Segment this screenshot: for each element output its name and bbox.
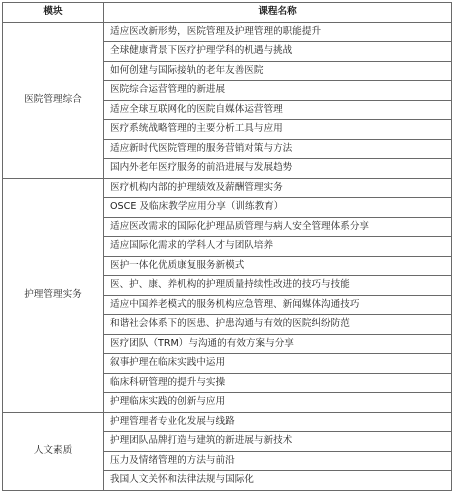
header-course-name: 课程名称 — [104, 3, 452, 23]
header-module: 模块 — [3, 3, 104, 23]
course-name-cell: 和谐社会体系下的医患、护患沟通与有效的医院纠纷防范 — [104, 315, 452, 335]
course-name-cell: 如何创建与国际接轨的老年友善医院 — [104, 61, 452, 81]
course-name-cell: 适应中国养老模式的服务机构应急管理、新闻媒体沟通技巧 — [104, 295, 452, 315]
course-name-cell: 适应医改新形势，医院管理及护理管理的职能提升 — [104, 22, 452, 42]
table-row — [3, 412, 452, 432]
course-name-cell: 医疗团队（TRM）与沟通的有效方案与分享 — [104, 334, 452, 354]
course-name-cell: 医疗机构内部的护理绩效及薪酬管理实务 — [104, 178, 452, 198]
course-name-cell: 适应新时代医院管理的服务营销对策与方法 — [104, 139, 452, 159]
course-table — [2, 2, 452, 491]
course-name-cell: 护理临床实践的创新与应用 — [104, 393, 452, 413]
course-name-cell: 全球健康背景下医疗护理学科的机遇与挑战 — [104, 42, 452, 62]
course-name-cell: OSCE 及临床教学应用分享（训练教育） — [104, 198, 452, 218]
course-name-cell: 护理团队品牌打造与建筑的新进展与新技术 — [104, 432, 452, 452]
course-name-cell: 医护一体化优质康复服务新模式 — [104, 256, 452, 276]
course-name-cell: 临床科研管理的提升与实操 — [104, 373, 452, 393]
course-name-cell: 医院综合运营管理的新进展 — [104, 81, 452, 101]
course-name-cell: 叙事护理在临床实践中运用 — [104, 354, 452, 374]
course-name-cell: 压力及情绪管理的方法与前沿 — [104, 451, 452, 471]
table-row — [3, 22, 452, 42]
module-cell: 护理管理实务 — [3, 178, 104, 412]
course-name-cell: 国内外老年医疗服务的前沿进展与发展趋势 — [104, 159, 452, 179]
module-cell: 医院管理综合 — [3, 22, 104, 178]
course-name-cell: 适应全球互联网化的医院自媒体运营管理 — [104, 100, 452, 120]
module-cell: 人文素质 — [3, 412, 104, 490]
course-name-cell: 我国人文关怀和法律法规与国际化 — [104, 471, 452, 491]
course-table-container — [2, 2, 452, 491]
table-body — [3, 22, 452, 490]
course-name-cell: 适应国际化需求的学科人才与团队培养 — [104, 237, 452, 257]
table-row — [3, 178, 452, 198]
course-name-cell: 适应医改需求的国际化护理品质管理与病人安全管理体系分享 — [104, 217, 452, 237]
course-name-cell: 医疗系统战略管理的主要分析工具与应用 — [104, 120, 452, 140]
course-name-cell: 护理管理者专业化发展与线路 — [104, 412, 452, 432]
table-header-row — [3, 3, 452, 23]
course-name-cell: 医、护、康、养机构的护理质量持续性改进的技巧与技能 — [104, 276, 452, 296]
